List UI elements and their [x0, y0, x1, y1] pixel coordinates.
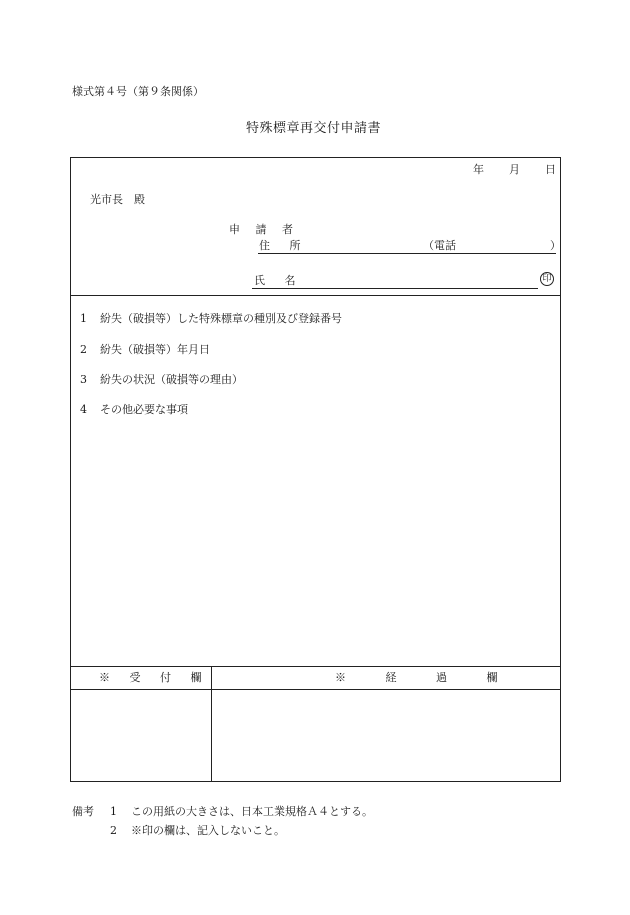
seal-icon: 印: [540, 272, 554, 286]
progress-column-header: ※ 経 過 欄: [335, 671, 516, 684]
section-divider-applicant: [70, 295, 561, 296]
receipt-column-header: ※ 受 付 欄: [99, 671, 210, 684]
item-label: 紛失の状況（破損等の理由）: [100, 373, 243, 386]
note-text: この用紙の大きさは、日本工業規格Ａ４とする。: [131, 805, 373, 818]
address-underline: [258, 253, 556, 254]
remarks-label: 備考: [72, 805, 94, 818]
date-month-label: 月: [509, 163, 520, 176]
item-number: 2: [80, 343, 87, 356]
note-text: ※印の欄は、記入しないこと。: [131, 824, 285, 837]
item-number: 1: [80, 312, 87, 325]
item-other-matters: [80, 404, 188, 415]
item-number: 3: [80, 373, 87, 386]
name-underline: [252, 288, 538, 289]
address-label: 住 所: [259, 239, 309, 252]
note-number: 2: [110, 824, 117, 837]
item-number: 4: [80, 403, 87, 416]
item-label: その他必要な事項: [100, 403, 188, 416]
applicant-label: 申 請 者: [229, 223, 299, 236]
office-use-header-divider: [70, 689, 561, 690]
item-loss-circumstances: [80, 374, 243, 385]
item-label: 紛失（破損等）した特殊標章の種別及び登録番号: [100, 312, 342, 325]
note-number: 1: [110, 805, 117, 818]
phone-label: （電話: [423, 239, 456, 252]
item-label: 紛失（破損等）年月日: [100, 343, 210, 356]
form-number: 様式第４号（第９条関係）: [72, 85, 204, 98]
date-year-label: 年: [473, 163, 484, 176]
office-use-column-divider: [211, 666, 212, 782]
date-day-label: 日: [545, 163, 556, 176]
item-lost-date: [80, 344, 210, 355]
phone-close-paren: ）: [550, 239, 561, 252]
document-title: 特殊標章再交付申請書: [246, 121, 382, 136]
item-lost-insignia: [80, 313, 342, 324]
section-divider-office-use: [70, 666, 561, 667]
name-label: 氏 名: [254, 274, 304, 287]
addressee: 光市長 殿: [90, 193, 145, 206]
